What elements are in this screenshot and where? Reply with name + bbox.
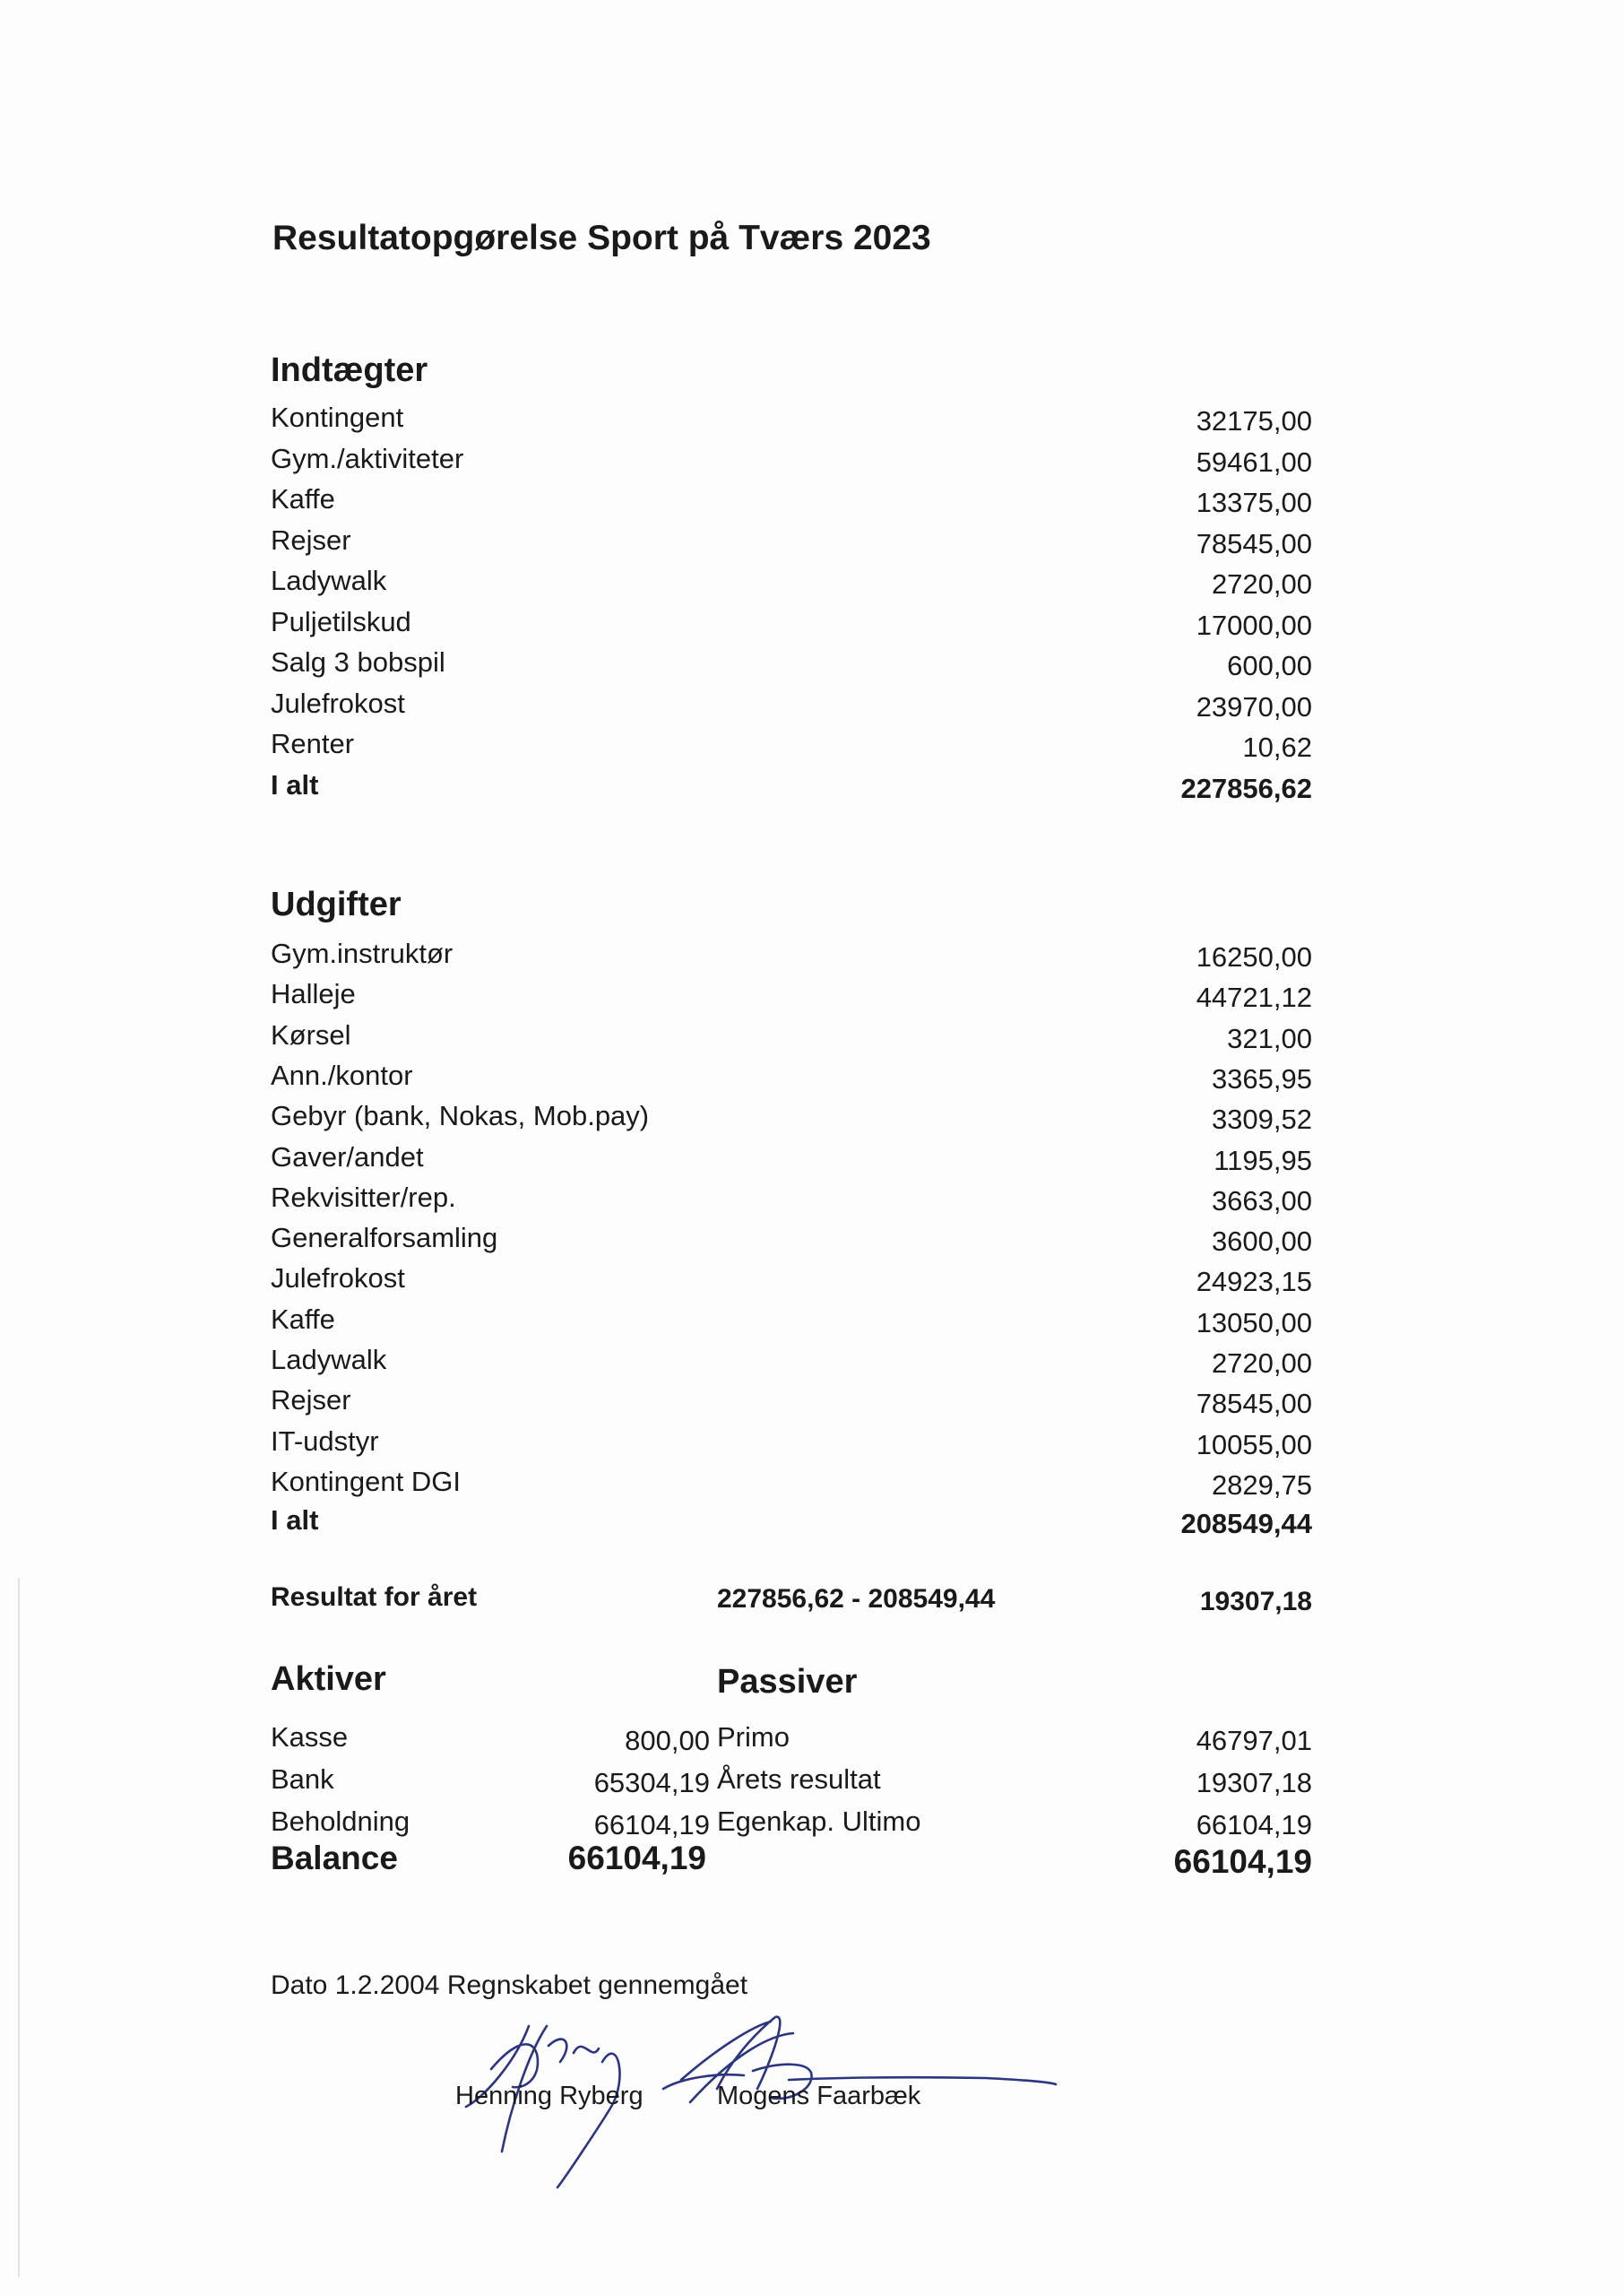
expense-item-label: Rejser <box>271 1384 351 1416</box>
expense-item-amount: 1195,95 <box>1214 1144 1312 1176</box>
asset-item-label: Kasse <box>271 1721 349 1753</box>
liability-item-row <box>717 1806 1312 1845</box>
income-item-amount: 13375,00 <box>1196 487 1312 518</box>
expense-item-amount: 3365,95 <box>1211 1062 1312 1095</box>
expense-item-row <box>271 1425 1312 1465</box>
expense-item-amount: 3663,00 <box>1211 1184 1312 1217</box>
expense-item-label: Gaver/andet <box>271 1140 424 1173</box>
document-title: Resultatopgørelse Sport på Tværs 2023 <box>272 219 931 257</box>
expense-item-row <box>271 978 1312 1018</box>
income-item-row <box>271 483 1312 523</box>
liability-item-row <box>717 1721 1312 1761</box>
expense-item-row <box>271 1222 1312 1261</box>
expense-item-label: Kaffe <box>271 1303 335 1335</box>
expense-item-label: Julefrokost <box>271 1262 405 1295</box>
expense-item-row <box>271 938 1312 977</box>
expense-item-amount: 3600,00 <box>1211 1225 1312 1258</box>
income-total-amount: 227856,62 <box>1180 773 1312 804</box>
income-item-label: Puljetilskud <box>271 605 411 637</box>
result-amount: 19307,18 <box>1199 1587 1312 1616</box>
asset-item-row <box>271 1721 710 1761</box>
expense-item-label: Halleje <box>271 978 356 1010</box>
expense-item-label: IT-udstyr <box>271 1425 379 1457</box>
liability-item-amount: 66104,19 <box>1196 1809 1312 1840</box>
expense-item-amount: 78545,00 <box>1196 1388 1312 1420</box>
income-heading: Indtægter <box>271 351 428 389</box>
income-item-label: Julefrokost <box>271 687 405 719</box>
expense-item-label: Generalforsamling <box>271 1222 498 1254</box>
expense-item-row <box>271 1141 1312 1181</box>
assets-heading: Aktiver <box>271 1660 386 1698</box>
expense-item-label: Gebyr (bank, Nokas, Mob.pay) <box>271 1100 650 1132</box>
liability-item-amount: 46797,01 <box>1196 1725 1312 1756</box>
income-item-label: Rejser <box>271 524 351 556</box>
footer-date-text: Dato 1.2.2004 Regnskabet gennemgået <box>271 1970 748 2000</box>
income-item-amount: 32175,00 <box>1196 405 1312 437</box>
result-label: Resultat for året <box>271 1582 478 1612</box>
asset-item-row <box>271 1763 710 1803</box>
income-item-label: Kaffe <box>271 483 335 515</box>
assets-total: 66104,19 <box>567 1840 706 1876</box>
expense-item-amount: 10055,00 <box>1196 1428 1312 1460</box>
expense-item-row <box>271 1466 1312 1505</box>
income-total-label: I alt <box>271 769 319 801</box>
expense-item-label: Kørsel <box>271 1018 351 1051</box>
expense-item-amount: 3309,52 <box>1211 1104 1312 1136</box>
expense-item-amount: 24923,15 <box>1196 1266 1312 1298</box>
expense-item-label: Kontingent DGI <box>271 1465 461 1497</box>
income-item-amount: 59461,00 <box>1196 446 1312 478</box>
asset-item-amount: 65304,19 <box>593 1767 710 1798</box>
expense-item-row <box>271 1019 1312 1059</box>
liability-item-label: Årets resultat <box>717 1763 881 1795</box>
expense-item-row <box>271 1182 1312 1221</box>
income-item-amount: 78545,00 <box>1196 527 1312 559</box>
scan-edge-line <box>18 1578 20 2277</box>
income-item-row <box>271 443 1312 482</box>
expense-item-row <box>271 1262 1312 1302</box>
asset-item-amount: 800,00 <box>625 1725 710 1756</box>
income-item-row <box>271 524 1312 564</box>
signatory-2-name: Mogens Faarbæk <box>717 2082 921 2110</box>
expense-item-amount: 44721,12 <box>1196 982 1312 1014</box>
income-item-label: Gym./aktiviteter <box>271 442 464 474</box>
liabilities-heading: Passiver <box>717 1663 858 1701</box>
asset-item-label: Bank <box>271 1763 334 1795</box>
asset-item-amount: 66104,19 <box>593 1809 710 1840</box>
expenses-total-amount: 208549,44 <box>1180 1508 1312 1539</box>
expense-item-label: Ladywalk <box>271 1344 387 1375</box>
income-item-amount: 10,62 <box>1242 732 1312 763</box>
income-item-amount: 2720,00 <box>1211 568 1312 600</box>
liability-item-amount: 19307,18 <box>1196 1767 1312 1798</box>
signatory-1-name: Henning Ryberg <box>455 2082 644 2110</box>
income-item-amount: 23970,00 <box>1196 690 1312 723</box>
expenses-heading: Udgifter <box>271 886 402 923</box>
income-item-row <box>271 402 1312 441</box>
expense-item-amount: 2829,75 <box>1211 1468 1312 1501</box>
result-calculation: 227856,62 - 208549,44 <box>717 1584 996 1614</box>
income-item-label: Salg 3 bobspil <box>271 646 445 678</box>
expense-item-row <box>271 1344 1312 1383</box>
expense-item-row <box>271 1100 1312 1139</box>
income-item-row <box>271 646 1312 686</box>
liability-item-row <box>717 1763 1312 1803</box>
expense-item-label: Gym.instruktør <box>271 938 454 969</box>
expenses-total-row <box>271 1504 1312 1544</box>
income-total-row <box>271 769 1312 809</box>
expense-item-amount: 13050,00 <box>1196 1306 1312 1338</box>
income-item-label: Ladywalk <box>271 565 387 596</box>
income-item-row <box>271 688 1312 727</box>
expense-item-row <box>271 1060 1312 1099</box>
liabilities-total: 66104,19 <box>1173 1843 1312 1880</box>
income-item-label: Renter <box>271 728 355 759</box>
income-item-row <box>271 565 1312 604</box>
expense-item-row <box>271 1303 1312 1343</box>
expense-item-amount: 321,00 <box>1227 1022 1312 1054</box>
income-item-row <box>271 728 1312 767</box>
income-item-label: Kontingent <box>271 402 404 433</box>
expense-item-amount: 16250,00 <box>1196 941 1312 973</box>
expense-item-label: Ann./kontor <box>271 1059 413 1091</box>
expenses-total-label: I alt <box>271 1504 319 1536</box>
expense-item-label: Rekvisitter/rep. <box>271 1181 456 1213</box>
income-item-row <box>271 606 1312 645</box>
asset-item-label: Beholdning <box>271 1806 410 1837</box>
income-item-amount: 600,00 <box>1227 650 1312 681</box>
balance-label: Balance <box>271 1840 398 1876</box>
income-item-amount: 17000,00 <box>1196 609 1312 641</box>
liability-item-label: Egenkap. Ultimo <box>717 1806 921 1837</box>
expense-item-amount: 2720,00 <box>1211 1347 1312 1379</box>
expense-item-row <box>271 1384 1312 1424</box>
liability-item-label: Primo <box>717 1721 790 1753</box>
